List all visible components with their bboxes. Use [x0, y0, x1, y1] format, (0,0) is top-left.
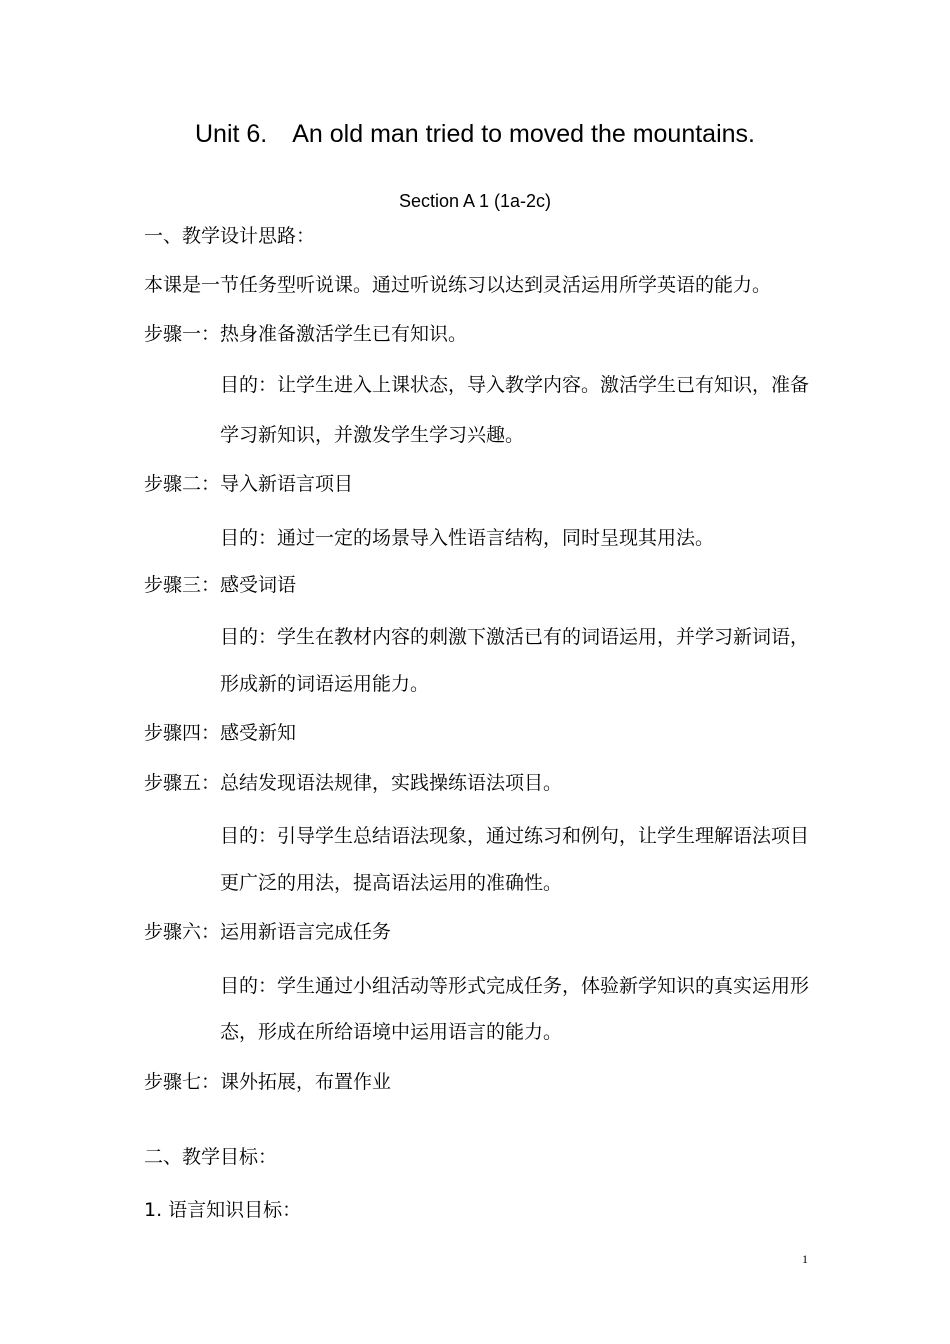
step-3-purpose-line-2: 形成新的词语运用能力。	[220, 673, 430, 695]
step-5-purpose-line-1: 目的：引导学生总结语法现象，通过练习和例句，让学生理解语法项目	[220, 825, 810, 847]
step-2-purpose-line-1: 目的：通过一定的场景导入性语言结构，同时呈现其用法。	[220, 527, 715, 549]
step-7-title: 步骤七：课外拓展，布置作业	[144, 1071, 392, 1093]
step-5-purpose-line-2: 更广泛的用法，提高语法运用的准确性。	[220, 872, 563, 894]
step-2-title: 步骤二：导入新语言项目	[144, 473, 354, 495]
document-title: Unit 6. An old man tried to moved the mountains.	[194, 120, 755, 148]
step-1-purpose-line-2: 学习新知识，并激发学生学习兴趣。	[220, 424, 525, 446]
page-number: 1	[802, 1252, 808, 1266]
step-6-purpose-line-1: 目的：学生通过小组活动等形式完成任务，体验新学知识的真实运用形	[220, 975, 810, 997]
step-1-purpose-line-1: 目的：让学生进入上课状态，导入教学内容。激活学生已有知识，准备	[220, 374, 810, 396]
objective-item-1: 1. 语言知识目标：	[144, 1199, 302, 1221]
section-heading-design: 一、教学设计思路：	[144, 225, 316, 247]
step-4-title: 步骤四：感受新知	[144, 722, 297, 744]
step-1-title: 步骤一：热身准备激活学生已有知识。	[144, 323, 468, 345]
intro-paragraph: 本课是一节任务型听说课。通过听说练习以达到灵活运用所学英语的能力。	[144, 274, 772, 296]
step-6-title: 步骤六：运用新语言完成任务	[144, 921, 392, 943]
step-3-title: 步骤三：感受词语	[144, 574, 297, 596]
section-heading-objectives: 二、教学目标：	[144, 1146, 278, 1168]
step-3-purpose-line-1: 目的：学生在教材内容的刺激下激活已有的词语运用，并学习新词语，	[220, 626, 810, 648]
section-subtitle: Section A 1 (1a-2c)	[398, 191, 552, 211]
step-5-title: 步骤五：总结发现语法规律，实践操练语法项目。	[144, 772, 563, 794]
step-6-purpose-line-2: 态，形成在所给语境中运用语言的能力。	[220, 1021, 563, 1043]
